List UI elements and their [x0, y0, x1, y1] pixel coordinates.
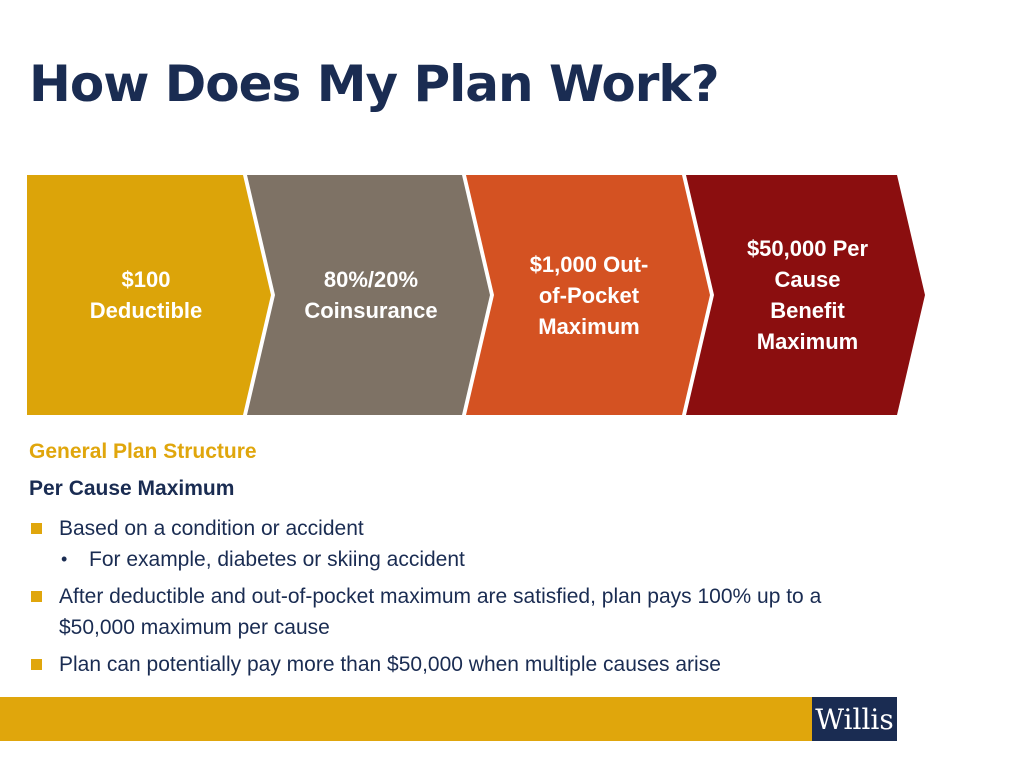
bullet-text: Plan can potentially pay more than $50,000 when multiple causes arise: [59, 653, 721, 676]
sub-heading: Per Cause Maximum: [29, 477, 235, 500]
sub-bullet-item: [59, 544, 929, 575]
step-4-label: $50,000 Per Cause Benefit Maximum: [746, 236, 869, 354]
bullet-item: [29, 649, 929, 680]
bullet-list: [29, 513, 929, 686]
slide-title: How Does My Plan Work?: [29, 55, 719, 113]
footer-bar: [0, 697, 897, 741]
square-bullet-icon: [31, 523, 42, 534]
square-bullet-icon: [31, 659, 42, 670]
square-bullet-icon: [31, 591, 42, 602]
dot-bullet-icon: •: [61, 549, 68, 569]
section-heading: General Plan Structure: [29, 440, 257, 463]
step-2-label: 80%/20% Coinsurance: [304, 267, 438, 323]
bullet-text: After deductible and out-of-pocket maximum are satisfied, plan pays 100% up to a $50,000 maximum per cause: [59, 585, 822, 639]
bullet-text: Based on a condition or accident: [59, 517, 364, 540]
step-1-label: $100 Deductible: [89, 267, 203, 323]
bullet-item: [29, 581, 849, 643]
bullet-item: [29, 513, 929, 575]
willis-logo: Willis: [812, 697, 897, 741]
sub-bullet-text: For example, diabetes or skiing accident: [89, 548, 465, 571]
step-3-label: $1,000 Out- of-Pocket Maximum: [529, 251, 649, 339]
